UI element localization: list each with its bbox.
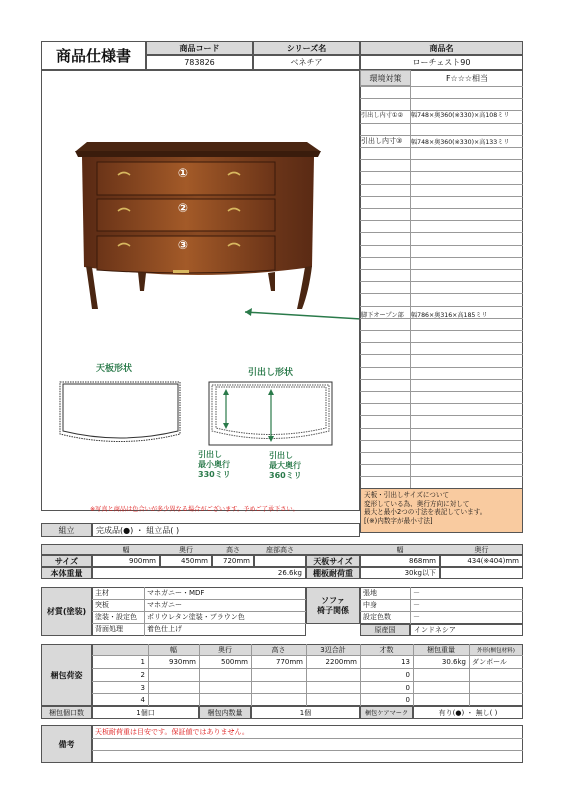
- drawer-inner-12-label: 引出し内寸①②: [361, 112, 404, 119]
- pack-count-label: 梱包個口数: [41, 706, 92, 719]
- product-name: ローチェスト90: [360, 55, 523, 70]
- drawer-number-2: ②: [177, 201, 189, 215]
- pack-row-1-w: 930mm: [169, 658, 196, 666]
- env-label: 環境対策: [360, 70, 411, 86]
- pack-row-2-wt: [413, 669, 469, 681]
- shelf-load-value: 30kg以下: [360, 567, 440, 579]
- top-shape-title: 天板形状: [96, 364, 133, 374]
- drawer-number-1: ①: [177, 166, 189, 180]
- sofa-key-colors: 設定色数: [363, 613, 391, 621]
- top-h-width: 幅: [396, 545, 404, 554]
- assembly-label: 組立: [41, 523, 92, 537]
- weight-label: 本体重量: [41, 567, 92, 579]
- top-size-label: 天板サイズ: [306, 555, 360, 567]
- dims-h-height: 高さ: [226, 545, 240, 554]
- dims-h-seat: 座部高さ: [266, 545, 294, 554]
- pack-h-material: 外形(梱包材料): [477, 647, 515, 654]
- size-height: 720mm: [212, 555, 254, 567]
- sofa-key-filling: 中身: [363, 601, 377, 609]
- pack-row-4-h: [251, 694, 306, 706]
- pack-h-weight: 梱包重量: [427, 645, 455, 654]
- shelf-load-blank: [440, 567, 523, 579]
- under-open-value: 幅786×奥316×高185ミリ: [411, 312, 488, 319]
- pack-inner-label: 梱包内数量: [199, 706, 251, 719]
- material-key-finish: 塗装・設定色: [95, 613, 137, 621]
- shelf-load-label: 棚板耐荷重: [306, 567, 360, 579]
- pack-h-sum: 3辺合計: [320, 645, 346, 654]
- page-title: 商品仕様書: [41, 41, 146, 70]
- remarks-text: 天板耐荷重は目安です。保証値ではありません。: [95, 728, 249, 736]
- size-label: サイズ: [41, 555, 92, 567]
- care-mark-label: 梱包ケアマーク: [360, 706, 413, 719]
- sofa-val-filling: －: [413, 601, 420, 609]
- size-note: 天板・引出しサイズについて 変形している為、奥行方向に対して 最大と最小2つの寸法を表記しています。 [(※)内数字が最小寸法]: [360, 488, 523, 533]
- pack-row-4-sai: 0: [405, 696, 410, 704]
- pack-row-1-mat: ダンボール: [472, 658, 507, 666]
- top-depth: 434(※404)mm: [440, 555, 523, 567]
- pack-row-4-w: [148, 694, 199, 706]
- photo-area: [41, 70, 360, 511]
- packing-label: 梱包荷姿: [41, 644, 92, 706]
- pack-h-width: 幅: [170, 645, 177, 654]
- body-weight: 26.6kg: [92, 567, 306, 579]
- pack-row-3-sai: 0: [405, 684, 410, 692]
- care-mark-value: 有り(●) ・ 無し( ): [413, 706, 523, 719]
- material-val-veneer: マホガニー: [147, 601, 182, 609]
- dims-h-width: 幅: [122, 545, 130, 554]
- pack-row-4-mat: [469, 694, 523, 706]
- series-label: シリーズ名: [253, 41, 360, 55]
- assembly-value: 完成品(●) ・ 組立品( ): [92, 523, 360, 537]
- pack-h-sai: 才数: [379, 645, 394, 654]
- pack-row-3-mat: [469, 682, 523, 694]
- pack-row-2-sum: [306, 669, 360, 681]
- pack-row-1-wt: 30.6kg: [441, 658, 466, 666]
- drawer-inner-12-value: 幅748×奥360(※330)×高108ミリ: [411, 112, 510, 119]
- code-label: 商品コード: [146, 41, 253, 55]
- pack-h-depth: 奥行: [218, 645, 232, 654]
- origin-value: インドネシア: [410, 624, 523, 636]
- pack-row-4-wt: [413, 694, 469, 706]
- pack-row-2-d: [199, 669, 251, 681]
- material-key-veneer: 突板: [95, 601, 109, 609]
- drawer-inner-3-value: 幅748×奥360(※330)×高133ミリ: [411, 139, 510, 146]
- material-val-main: マホガニー・MDF: [147, 589, 205, 597]
- product-illustration: [42, 71, 359, 510]
- pack-row-4-n: 4: [140, 696, 145, 704]
- pack-row-1-sai: 13: [401, 658, 410, 666]
- pack-row-1-h: 770mm: [276, 658, 303, 666]
- pack-row-3-n: 3: [140, 684, 145, 692]
- pack-row-3-sum: [306, 682, 360, 694]
- pack-row-1-d: 500mm: [221, 658, 248, 666]
- top-width: 868mm: [360, 555, 440, 567]
- top-h-depth: 奥行: [474, 545, 489, 554]
- sofa-label: ソファ 椅子関係: [306, 587, 360, 624]
- dims-h-depth: 奥行: [179, 545, 193, 554]
- material-val-finish: ポリウレタン塗装・ブラウン色: [147, 613, 245, 621]
- drawer-min-depth-label: 引出し 最小奥行 330ミリ: [198, 450, 231, 479]
- name-label: 商品名: [360, 41, 523, 55]
- pack-count-value: 1個口: [92, 706, 199, 719]
- size-width: 900mm: [92, 555, 160, 567]
- side-grid: [361, 71, 410, 488]
- pack-row-2-sai: 0: [405, 671, 410, 679]
- pack-row-1-sum: 2200mm: [325, 658, 357, 666]
- drawer-max-depth-label: 引出し 最大奥行 360ミリ: [269, 451, 302, 480]
- material-key-main: 主材: [95, 589, 109, 597]
- pack-row-2-mat: [469, 669, 523, 681]
- drawer-inner-3-label: 引出し内寸③: [361, 137, 403, 145]
- pack-row-1-n: 1: [140, 658, 145, 666]
- size-depth: 450mm: [160, 555, 212, 567]
- pack-h-height: 高さ: [271, 645, 286, 654]
- pack-row-2-w: [148, 669, 199, 681]
- material-label: 材質(塗装): [41, 587, 92, 636]
- origin-label: 原産国: [360, 624, 410, 636]
- pack-row-4-sum: [306, 694, 360, 706]
- pack-row-3-h: [251, 682, 306, 694]
- under-open-label: 脚下オープン部: [361, 312, 404, 319]
- pack-row-2-h: [251, 669, 306, 681]
- remarks-label: 備考: [41, 725, 92, 763]
- series-name: ベネチア: [253, 55, 360, 70]
- pack-row-3-wt: [413, 682, 469, 694]
- sofa-val-fabric: －: [413, 589, 420, 597]
- pack-inner-value: 1個: [251, 706, 360, 719]
- pack-row-2-n: 2: [140, 671, 145, 679]
- size-seat: [254, 555, 306, 567]
- pack-row-3-d: [199, 682, 251, 694]
- material-key-back: 背面処理: [95, 625, 123, 633]
- material-val-back: 着色仕上げ: [147, 625, 182, 633]
- pack-row-4-d: [199, 694, 251, 706]
- photo-disclaimer: ※写真と商品は色合いが多少異なる場合がございます。予めご了承下さい。: [90, 506, 299, 513]
- drawer-shape-title: 引出し形状: [248, 368, 294, 378]
- sofa-val-colors: －: [413, 613, 420, 621]
- env-value: F☆☆☆相当: [445, 73, 489, 83]
- product-code: 783826: [146, 55, 253, 70]
- drawer-number-3: ③: [177, 238, 189, 252]
- sofa-key-fabric: 張地: [363, 589, 377, 597]
- pack-row-3-w: [148, 682, 199, 694]
